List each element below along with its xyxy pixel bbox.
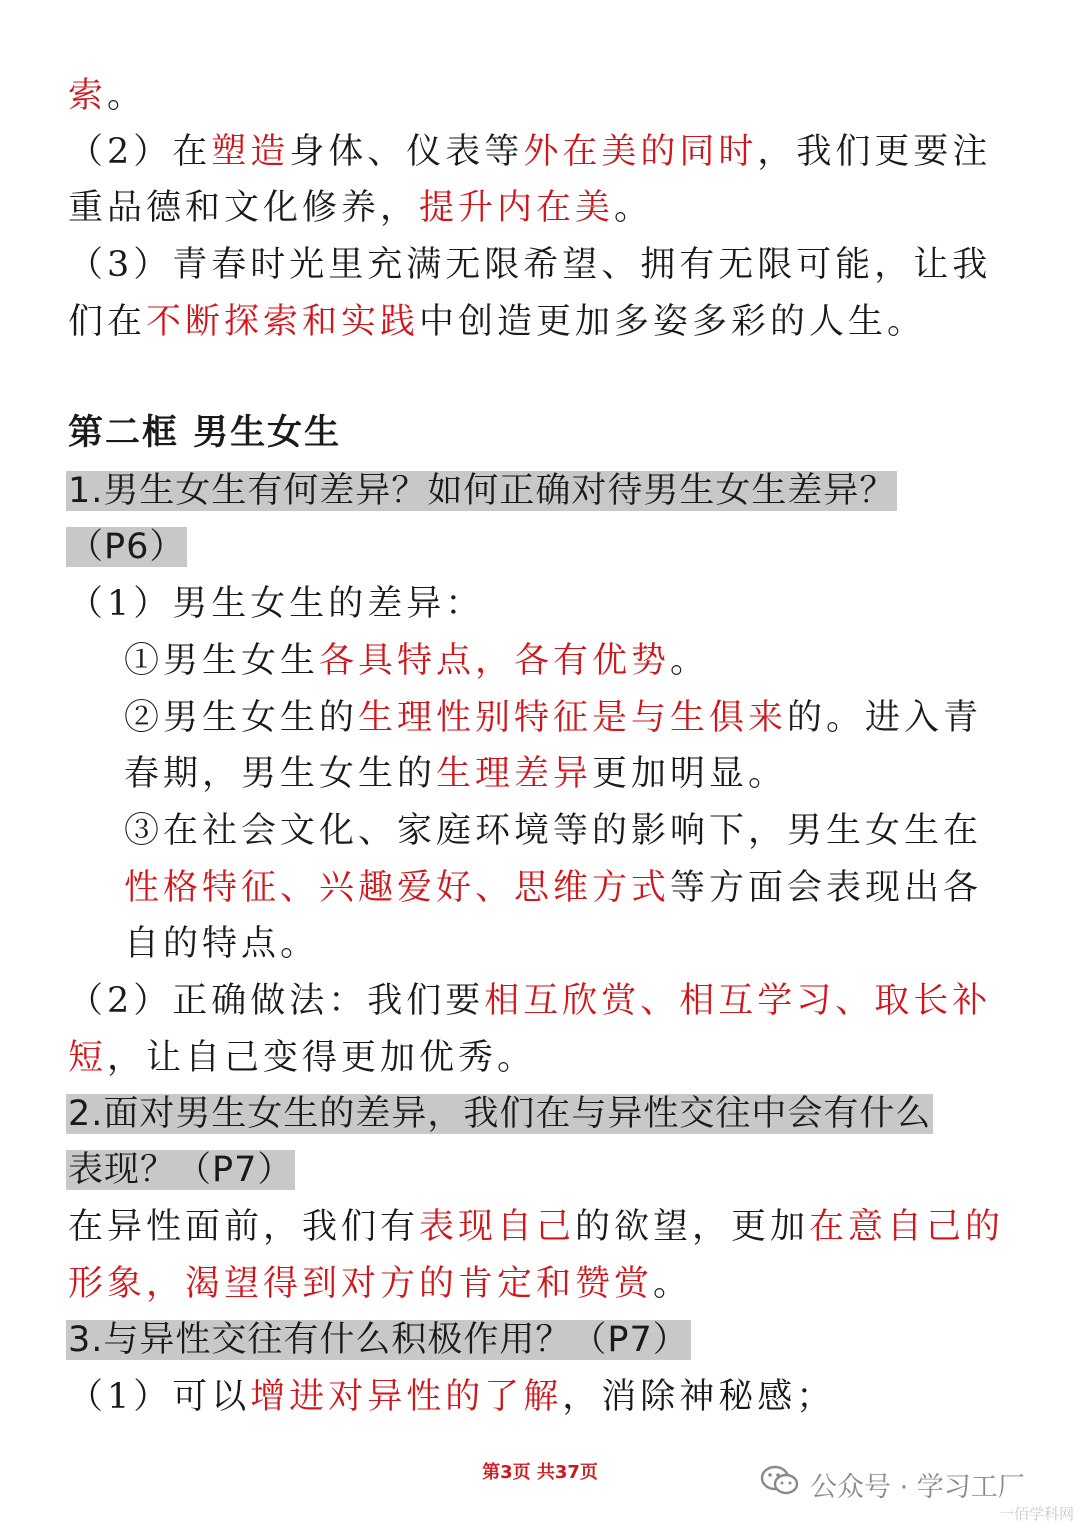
question-page-ref: （P6）: [68, 527, 186, 567]
question-heading: 2.面对男生女生的差异，我们在与异性交往中会有什么: [68, 1094, 932, 1134]
text-line: （1）男生女生的差异：: [68, 584, 485, 624]
text-line: （3）青春时光里充满无限希望、拥有无限可能，让我: [68, 245, 992, 285]
watermark: [760, 1462, 1025, 1506]
text-line: 索。: [68, 76, 147, 116]
page-number: 第3页 共37页: [482, 1462, 598, 1483]
list-item: 春期，男生女生的生理差异更加明显。: [124, 754, 788, 794]
text-line: （1）可以增进对异性的了解，消除神秘感；: [68, 1377, 836, 1417]
corner-watermark: 一佰学科网: [998, 1505, 1074, 1523]
text-line: 们在不断探索和实践中创造更加多姿多彩的人生。: [68, 302, 927, 342]
question-heading: 3.与异性交往有什么积极作用？（P7）: [68, 1320, 689, 1360]
list-item: ③在社会文化、家庭环境等的影响下，男生女生在: [124, 811, 983, 851]
watermark-text: 公众号 · 学习工厂: [810, 1471, 1025, 1503]
question-heading: 1.男生女生有何差异？如何正确对待男生女生差异？: [68, 471, 896, 511]
list-item: 自的特点。: [124, 924, 320, 964]
text-line: （2）在塑造身体、仪表等外在美的同时，我们更要注: [68, 132, 992, 172]
text-line: 形象，渴望得到对方的肯定和赞赏。: [68, 1264, 693, 1304]
wechat-icon: [760, 1464, 800, 1505]
list-item: 性格特征、兴趣爱好、思维方式等方面会表现出各: [124, 868, 983, 908]
text-line: （2）正确做法：我们要相互欣赏、相互学习、取长补: [68, 981, 992, 1021]
section-heading: 第二框 男生女生: [68, 412, 342, 453]
list-item: ①男生女生各具特点，各有优势。: [124, 641, 710, 681]
text-line: 重品德和文化修养，提升内在美。: [68, 188, 654, 228]
text-line: 在异性面前，我们有表现自己的欲望，更加在意自己的: [68, 1207, 1005, 1247]
list-item: ②男生女生的生理性别特征是与生俱来的。进入青: [124, 698, 983, 738]
text-line: 短，让自己变得更加优秀。: [68, 1038, 537, 1078]
question-page-ref: 表现？（P7）: [68, 1150, 294, 1190]
